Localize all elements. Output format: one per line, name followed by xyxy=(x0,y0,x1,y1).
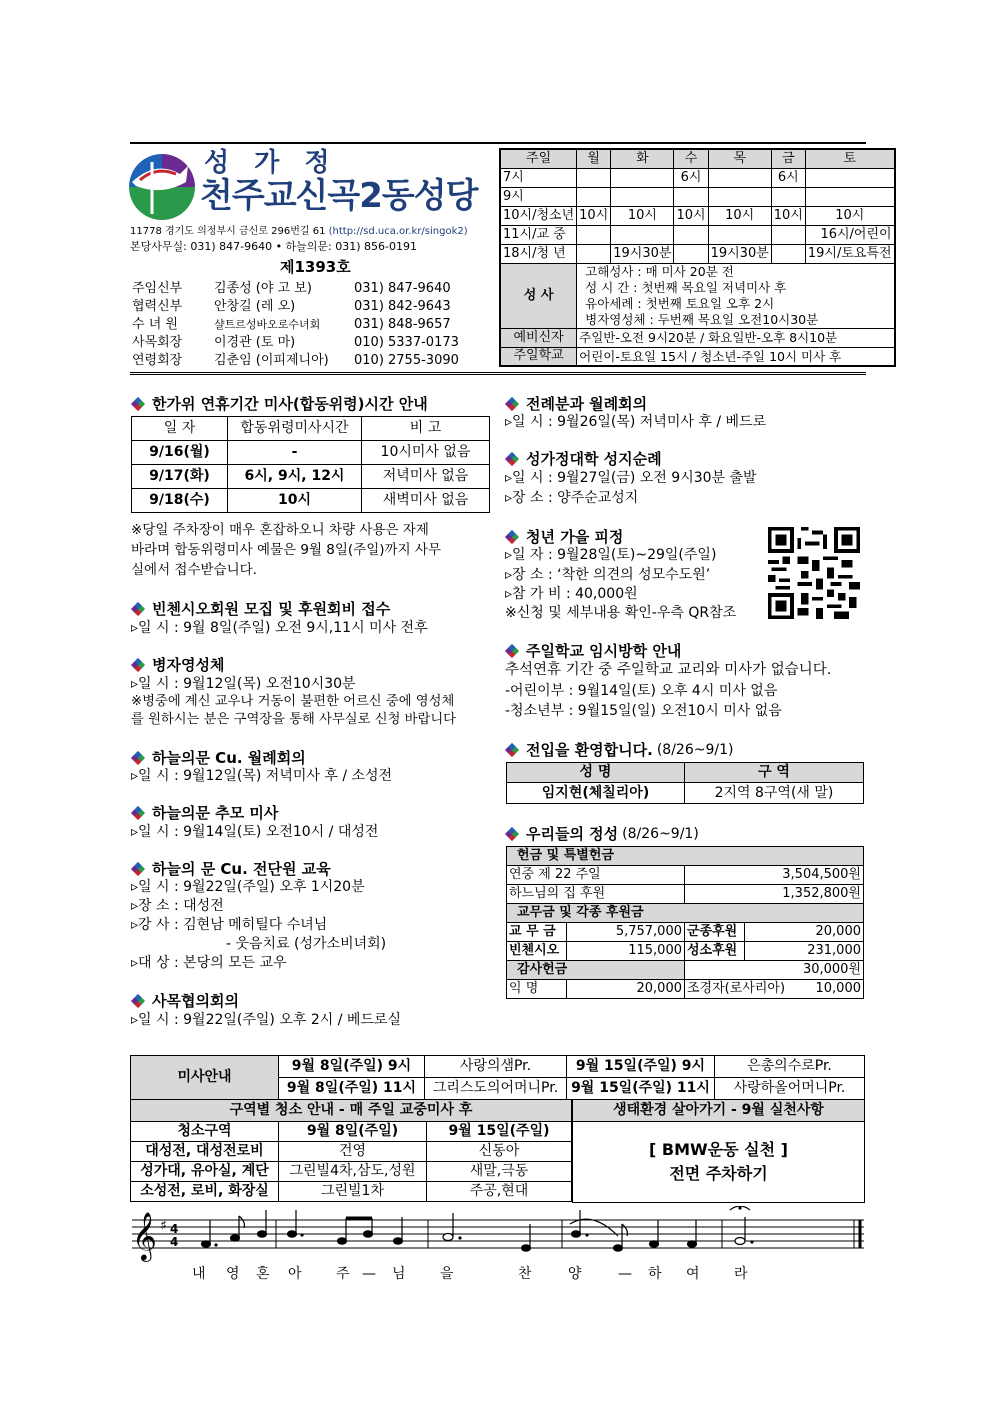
note xyxy=(338,1238,347,1244)
mass-table xyxy=(499,148,896,367)
heaven-edu-heading: 하늘의 문 Cu. 전단원 교육 xyxy=(132,860,331,878)
mass-guide-row: 9월 8일(주일) 11시 그리스도의어머니Pr. 9월 15일(주일) 11시 사랑하올어머니Pr. xyxy=(131,1078,865,1100)
sick-heading: 병자영성체 xyxy=(132,656,224,674)
sunday-school-row: 주일학교 어린이-토요일 15시 / 청소년-주일 10시 미사 후 xyxy=(500,347,895,366)
youth-line: ▹일 자 : 9월28일(토)~29일(주일) xyxy=(505,547,717,563)
sacrament-list: 고해성사 : 매 미사 20분 전 성 시 간 : 첫번째 목요일 저녁미사 후 유아세례 : 첫번째 토요일 오후 2시 병자영성체 : 두번째 목요일 오전10시30분 xyxy=(577,263,895,328)
chuseok-note: ※당일 주차장이 매우 혼잡하오니 차량 사용은 자제 xyxy=(131,522,429,538)
heaven-edu-line: ▹강 사 : 김현남 메히틸다 수녀님 xyxy=(131,917,328,933)
school-break-heading: 주일학교 임시방학 안내 xyxy=(506,642,681,660)
staff-row: 연령회장 김춘임 (이피제니아) 010) 2755-3090 xyxy=(132,353,459,369)
eco-line: 전면 주차하기 xyxy=(669,1164,768,1183)
offering-section-row: 감사헌금 30,000원 xyxy=(507,961,864,980)
bullet-icon xyxy=(506,531,519,544)
offering-section-row: 교무금 및 각종 후원금 xyxy=(507,904,864,923)
bullet-icon xyxy=(132,863,145,876)
website-link[interactable]: (http://sd.uca.or.kr/singok2) xyxy=(328,226,468,237)
church-logo xyxy=(126,152,198,222)
mass-guide-table xyxy=(130,1055,865,1100)
note xyxy=(288,1231,297,1237)
note xyxy=(202,1241,211,1247)
note xyxy=(443,1234,453,1241)
heaven-edu-line: ▹대 상 : 본당의 모든 교우 xyxy=(131,955,287,971)
note xyxy=(735,1238,745,1245)
heaven-memorial-heading: 하늘의문 추모 미사 xyxy=(132,804,278,822)
eco-line: [ BMW운동 실천 ] xyxy=(649,1140,788,1159)
note xyxy=(364,1231,373,1237)
qr-code[interactable] xyxy=(768,527,860,619)
mass-schedule xyxy=(499,148,896,367)
top-rule xyxy=(130,142,866,144)
note xyxy=(572,1231,581,1237)
staff-row: 사목회장 이경관 (토 마) 010) 5337-0173 xyxy=(132,335,459,351)
chuseok-note: 실에서 접수받습니다. xyxy=(131,562,257,578)
heaven-edu-line: - 웃음치료 (성가소비녀회) xyxy=(226,936,387,952)
note xyxy=(522,1245,531,1251)
mass-days-row: 주일 월 화 수 목 금 토 xyxy=(500,149,895,168)
chuseok-heading: 한가위 연휴기간 미사(합동위령)시간 안내 xyxy=(132,395,428,413)
bullet-icon xyxy=(132,398,145,411)
chuseok-row: 9/17(화) 6시, 9시, 12시 저녁미사 없음 xyxy=(132,465,490,489)
liturgy-line: ▹일 시 : 9월26일(목) 저녁미사 후 / 베드로 xyxy=(505,414,767,430)
mass-row: 7시 6시 6시 xyxy=(500,168,895,187)
youth-line: ▹참 가 비 : 40,000원 xyxy=(505,586,638,602)
staff-row: 협력신부 안창길 (레 오) 031) 842-9643 xyxy=(132,299,451,315)
vincent-line: ▹일 시 : 9월 8일(주일) 오전 9시,11시 미사 전후 xyxy=(131,620,428,636)
staff-row: 수 녀 원 샬트르성바오로수녀회 031) 848-9657 xyxy=(132,317,451,333)
bullet-icon xyxy=(132,659,145,672)
staff-table xyxy=(132,280,459,370)
welcome-header-row: 성 명 구 역 xyxy=(507,763,864,783)
school-break-line: 추석연휴 기간 중 주일학교 교리와 미사가 없습니다. xyxy=(505,662,832,678)
header-subtitle: 성 가 정 xyxy=(204,148,338,178)
section-divider xyxy=(130,372,866,375)
bullet-icon xyxy=(506,453,519,466)
pilgrimage-heading: 성가정대학 성지순례 xyxy=(506,450,662,468)
cleaning-table xyxy=(130,1099,572,1202)
youth-line: ※신청 및 세부내용 확인-우측 QR참조 xyxy=(505,605,737,621)
sick-line: ※병중에 계신 교우나 거동이 불편한 어르신 중에 영성체 xyxy=(131,694,455,709)
youth-line: ▹장 소 : ‘착한 의견의 성모수도원’ xyxy=(505,567,711,583)
eco-body-row xyxy=(573,1122,865,1203)
time-signature: 4 xyxy=(170,1222,179,1236)
cleaning-title-row: 구역별 청소 안내 - 매 주일 교중미사 후 xyxy=(131,1100,572,1122)
heaven-memorial-line: ▹일 시 : 9월14일(토) 오전10시 / 대성전 xyxy=(131,824,379,840)
note xyxy=(650,1241,659,1247)
heaven-edu-line: ▹장 소 : 대성전 xyxy=(131,898,224,914)
chuseok-header-row: 일 자 합동위령미사시간 비 고 xyxy=(132,417,490,441)
catechumen-row: 예비신자 주일반-오전 9시20분 / 화요일반-오후 8시10분 xyxy=(500,328,895,347)
bullet-icon xyxy=(506,828,519,841)
note xyxy=(614,1245,623,1251)
chuseok-row: 9/16(월) - 10시미사 없음 xyxy=(132,441,490,465)
cleaning-row: 대성전, 대성전로비 건영 신동아 xyxy=(131,1142,572,1162)
offering-row: 교 무 금 5,757,000 군종후원 20,000 xyxy=(507,923,864,942)
mass-row: 10시/청소년 10시 10시 10시 10시 10시 10시 xyxy=(500,206,895,225)
mass-row: 11시/교 중 16시/어린이 xyxy=(500,225,895,244)
staff-list xyxy=(132,280,492,370)
eco-title-row: 생태환경 살아가기 - 9월 실천사항 xyxy=(573,1100,865,1122)
issue-number: 제1393호 xyxy=(280,258,351,276)
mass-guide-row: 미사안내 9월 8일(주일) 9시 사랑의샘Pr. 9월 15일(주일) 9시 은총의수로Pr. xyxy=(131,1056,865,1078)
note xyxy=(394,1238,403,1244)
sick-line: 를 원하시는 분은 구역장을 통해 사무실로 신청 바랍니다 xyxy=(131,712,457,727)
pilgrimage-line: ▹장 소 : 양주순교성지 xyxy=(505,490,639,506)
welcome-heading: 전입을 환영합니다. (8/26~9/1) xyxy=(506,741,733,759)
bullet-icon xyxy=(132,995,145,1008)
sharp-icon: ♯ xyxy=(160,1218,167,1234)
heaven-meeting-line: ▹일 시 : 9월12일(목) 저녁미사 후 / 소성전 xyxy=(131,768,393,784)
chuseok-row: 9/18(수) 10시 새벽미사 없음 xyxy=(132,489,490,513)
note xyxy=(688,1241,697,1247)
address-text: 11778 경기도 의정부시 금신로 296번길 61 xyxy=(130,226,326,237)
staff-row: 주임신부 김종성 (야 고 보) 031) 847-9640 xyxy=(132,281,451,297)
office-phone: 본당사무실: 031) 847-9640 • 하늘의문: 031) 856-0191 xyxy=(130,240,418,253)
offering-section-row: 헌금 및 특별헌금 xyxy=(507,847,864,866)
offering-table xyxy=(506,846,864,999)
chuseok-note: 바라며 합동위령미사 예물은 9월 8일(주일)까지 사무 xyxy=(131,542,441,558)
heaven-meeting-heading: 하늘의문 Cu. 월례회의 xyxy=(132,749,306,767)
offering-row: 익 명 20,000 조경자(로사리아) 10,000 xyxy=(507,980,864,999)
pastoral-heading: 사목협의회의 xyxy=(132,992,239,1010)
welcome-row: 임지현(체칠리아) 2지역 8구역(새 말) xyxy=(507,783,864,804)
mass-row: 18시/청 년 19시30분 19시30분 19시/토요특전 xyxy=(500,244,895,263)
school-break-line: -어린이부 : 9월14일(토) 오후 4시 미사 없음 xyxy=(505,683,778,699)
cleaning-row: 성가대, 유아실, 계단 그린빌4차,삼도,성원 새말,극동 xyxy=(131,1162,572,1182)
pastoral-line: ▹일 시 : 9월22일(주일) 오후 2시 / 베드로실 xyxy=(131,1012,401,1028)
sacrament-row: 성 사 고해성사 : 매 미사 20분 전 성 시 간 : 첫번째 목요일 저녁미사 후 유아세례 : 첫번째 토요일 오후 2시 병자영성체 : 두번째 목요일 오전10시30분 xyxy=(500,263,895,328)
note xyxy=(231,1235,240,1241)
sick-line: ▹일 시 : 9월12일(목) 오전10시30분 xyxy=(131,676,356,692)
church-name: 천주교신곡2동성당 xyxy=(200,176,478,216)
eco-table xyxy=(572,1099,865,1203)
chuseok-table xyxy=(131,416,490,513)
bullet-icon xyxy=(506,398,519,411)
bullet-icon xyxy=(506,645,519,658)
offering-heading: 우리들의 정성 (8/26~9/1) xyxy=(506,825,699,843)
welcome-table xyxy=(506,762,864,804)
youth-heading: 청년 가을 피정 xyxy=(506,528,623,546)
cleaning-row: 소성전, 로비, 화장실 그린빌1차 주공,현대 xyxy=(131,1182,572,1202)
bullet-icon xyxy=(506,744,519,757)
lyrics: 내 영 혼 아 주 — 님 을 찬 양 — 하 여 라 xyxy=(192,1266,749,1282)
offering-row: 빈첸시오 115,000 성소후원 231,000 xyxy=(507,942,864,961)
bullet-icon xyxy=(132,752,145,765)
liturgy-heading: 전례분과 월례회의 xyxy=(506,395,647,413)
school-break-line: -청소년부 : 9월15일(일) 오전10시 미사 없음 xyxy=(505,703,782,719)
mass-row: 9시 xyxy=(500,187,895,206)
time-signature: 4 xyxy=(170,1235,179,1249)
address xyxy=(130,226,468,238)
bullet-icon xyxy=(132,807,145,820)
offering-row: 하느님의 집 후원 1,352,800원 xyxy=(507,885,864,904)
pilgrimage-line: ▹일 시 : 9월27일(금) 오전 9시30분 출발 xyxy=(505,470,757,486)
treble-clef-icon: 𝄞 xyxy=(132,1211,157,1260)
cleaning-header-row: 청소구역 9월 8일(주일) 9월 15일(주일) xyxy=(131,1122,572,1142)
heaven-edu-line: ▹일 시 : 9월22일(주일) 오후 1시20분 xyxy=(131,879,365,895)
bullet-icon xyxy=(132,603,145,616)
offering-row: 연중 제 22 주일 3,504,500원 xyxy=(507,866,864,885)
vincent-heading: 빈첸시오회원 모집 및 후원회비 접수 xyxy=(132,600,390,618)
note xyxy=(258,1231,267,1237)
